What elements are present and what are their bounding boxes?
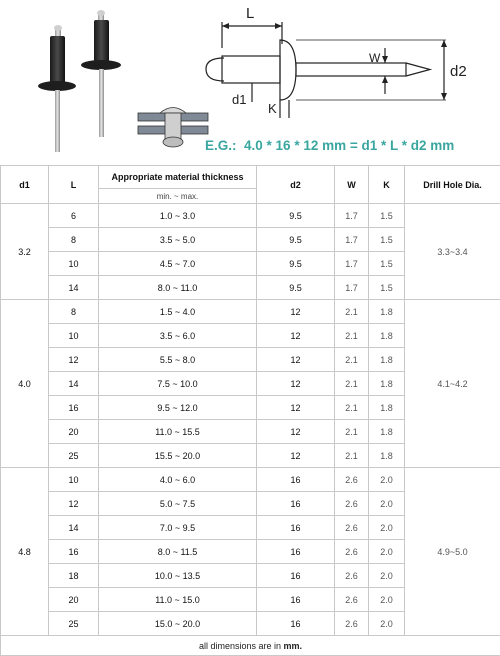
cell-thickness: 8.0 ~ 11.5 <box>99 540 257 564</box>
col-header-d1: d1 <box>1 166 49 204</box>
cell-d2: 12 <box>257 300 335 324</box>
l-arrow-right <box>275 23 282 29</box>
table-row <box>1 468 500 492</box>
cell-w: 2.6 <box>335 468 369 492</box>
cell-thickness: 1.5 ~ 4.0 <box>99 300 257 324</box>
cell-w: 2.1 <box>335 372 369 396</box>
col-header-k: K <box>369 166 405 204</box>
cell-l: 16 <box>49 396 99 420</box>
cell-k: 2.0 <box>369 588 405 612</box>
cell-l: 6 <box>49 204 99 228</box>
cell-l: 20 <box>49 420 99 444</box>
cell-drill: 4.1~4.2 <box>405 300 500 468</box>
units-note <box>1 636 500 656</box>
cell-k: 1.5 <box>369 252 405 276</box>
rivet-spec-table <box>0 165 500 656</box>
col-header-d2: d2 <box>257 166 335 204</box>
cell-w: 2.6 <box>335 564 369 588</box>
cell-d2: 9.5 <box>257 228 335 252</box>
cell-k: 1.8 <box>369 420 405 444</box>
cell-d1: 4.0 <box>1 300 49 468</box>
cell-w: 1.7 <box>335 204 369 228</box>
cell-thickness: 9.5 ~ 12.0 <box>99 396 257 420</box>
cell-w: 1.7 <box>335 252 369 276</box>
cell-d2: 9.5 <box>257 204 335 228</box>
cell-d2: 16 <box>257 540 335 564</box>
cell-d2: 16 <box>257 564 335 588</box>
rivet-flange-outline <box>280 40 296 100</box>
label-d2: d2 <box>450 63 467 80</box>
cell-d2: 16 <box>257 588 335 612</box>
cell-l: 14 <box>49 372 99 396</box>
cell-w: 2.6 <box>335 540 369 564</box>
cell-d1: 4.8 <box>1 468 49 636</box>
cell-d2: 16 <box>257 492 335 516</box>
col-header-drill: Drill Hole Dia. <box>405 166 500 204</box>
cell-thickness: 3.5 ~ 5.0 <box>99 228 257 252</box>
table-row <box>1 300 500 324</box>
cell-thickness: 4.0 ~ 6.0 <box>99 468 257 492</box>
cell-thickness: 15.5 ~ 20.0 <box>99 444 257 468</box>
cell-k: 1.8 <box>369 348 405 372</box>
cell-d2: 16 <box>257 612 335 636</box>
w-arrow-top <box>382 56 388 63</box>
cell-l: 14 <box>49 276 99 300</box>
table-footer-row <box>1 636 500 656</box>
d2-arrow-top <box>441 40 447 47</box>
cell-k: 1.8 <box>369 396 405 420</box>
cell-w: 2.1 <box>335 324 369 348</box>
cell-l: 10 <box>49 468 99 492</box>
cell-l: 16 <box>49 540 99 564</box>
label-l: L <box>246 5 254 22</box>
rivet-cross-section <box>138 108 208 148</box>
cell-d2: 12 <box>257 396 335 420</box>
cell-w: 2.1 <box>335 348 369 372</box>
cell-w: 1.7 <box>335 228 369 252</box>
cell-l: 14 <box>49 516 99 540</box>
product-header <box>0 0 500 165</box>
cell-d2: 16 <box>257 468 335 492</box>
cell-thickness: 5.5 ~ 8.0 <box>99 348 257 372</box>
label-d1: d1 <box>232 92 246 107</box>
cell-w: 2.1 <box>335 444 369 468</box>
col-header-w: W <box>335 166 369 204</box>
cell-l: 10 <box>49 324 99 348</box>
mandrel-shaft-outline <box>296 63 406 76</box>
cell-d2: 9.5 <box>257 252 335 276</box>
table-header-row <box>1 166 500 189</box>
cell-k: 1.5 <box>369 276 405 300</box>
cell-d2: 9.5 <box>257 276 335 300</box>
cell-thickness: 3.5 ~ 6.0 <box>99 324 257 348</box>
cell-k: 2.0 <box>369 492 405 516</box>
mandrel-head-outline <box>206 58 224 81</box>
cell-w: 1.7 <box>335 276 369 300</box>
cell-w: 2.1 <box>335 396 369 420</box>
cell-l: 20 <box>49 588 99 612</box>
cell-w: 2.6 <box>335 492 369 516</box>
cell-w: 2.6 <box>335 612 369 636</box>
col-header-l: L <box>49 166 99 204</box>
cell-l: 12 <box>49 492 99 516</box>
cell-thickness: 15.0 ~ 20.0 <box>99 612 257 636</box>
cell-k: 2.0 <box>369 564 405 588</box>
table-row <box>1 204 500 228</box>
cell-d2: 12 <box>257 444 335 468</box>
cell-l: 8 <box>49 300 99 324</box>
example-formula-text: 4.0 * 16 * 12 mm = d1 * L * d2 mm <box>244 138 454 153</box>
cell-w: 2.1 <box>335 300 369 324</box>
cell-thickness: 4.5 ~ 7.0 <box>99 252 257 276</box>
units-note-text: all dimensions are in <box>199 641 281 651</box>
cell-l: 10 <box>49 252 99 276</box>
cell-k: 1.8 <box>369 300 405 324</box>
cell-thickness: 1.0 ~ 3.0 <box>99 204 257 228</box>
cell-d1: 3.2 <box>1 204 49 300</box>
cell-thickness: 11.0 ~ 15.0 <box>99 588 257 612</box>
cell-thickness: 10.0 ~ 13.5 <box>99 564 257 588</box>
cell-thickness: 11.0 ~ 15.5 <box>99 420 257 444</box>
label-k: K <box>268 101 277 116</box>
cell-k: 1.8 <box>369 324 405 348</box>
cell-w: 2.1 <box>335 420 369 444</box>
units-note-unit: mm. <box>284 641 303 651</box>
cell-d2: 12 <box>257 420 335 444</box>
cell-k: 2.0 <box>369 540 405 564</box>
cell-thickness: 7.0 ~ 9.5 <box>99 516 257 540</box>
cell-l: 18 <box>49 564 99 588</box>
cell-l: 25 <box>49 444 99 468</box>
example-label: E.G.: <box>205 138 237 153</box>
cell-k: 1.8 <box>369 444 405 468</box>
cell-thickness: 8.0 ~ 11.0 <box>99 276 257 300</box>
cell-drill: 4.9~5.0 <box>405 468 500 636</box>
rivet-body-outline <box>222 56 280 83</box>
cell-w: 2.6 <box>335 588 369 612</box>
cell-d2: 12 <box>257 348 335 372</box>
col-header-material: Appropriate material thickness <box>99 166 257 189</box>
cell-l: 12 <box>49 348 99 372</box>
cell-thickness: 7.5 ~ 10.0 <box>99 372 257 396</box>
mandrel-tip-outline <box>406 63 430 76</box>
cell-d2: 16 <box>257 516 335 540</box>
cell-w: 2.6 <box>335 516 369 540</box>
label-w: W <box>369 51 381 65</box>
cell-l: 25 <box>49 612 99 636</box>
table-body <box>1 204 500 636</box>
example-formula <box>205 138 454 153</box>
cell-k: 1.5 <box>369 204 405 228</box>
cell-drill: 3.3~3.4 <box>405 204 500 300</box>
d2-arrow-bottom <box>441 93 447 100</box>
cell-thickness: 5.0 ~ 7.5 <box>99 492 257 516</box>
l-arrow-left <box>222 23 229 29</box>
cell-k: 1.5 <box>369 228 405 252</box>
cell-k: 2.0 <box>369 612 405 636</box>
cell-d2: 12 <box>257 372 335 396</box>
cell-k: 1.8 <box>369 372 405 396</box>
cell-k: 2.0 <box>369 468 405 492</box>
cell-l: 8 <box>49 228 99 252</box>
cell-d2: 12 <box>257 324 335 348</box>
col-subheader-material: min. ~ max. <box>99 189 257 204</box>
cell-k: 2.0 <box>369 516 405 540</box>
w-arrow-bottom <box>382 76 388 83</box>
